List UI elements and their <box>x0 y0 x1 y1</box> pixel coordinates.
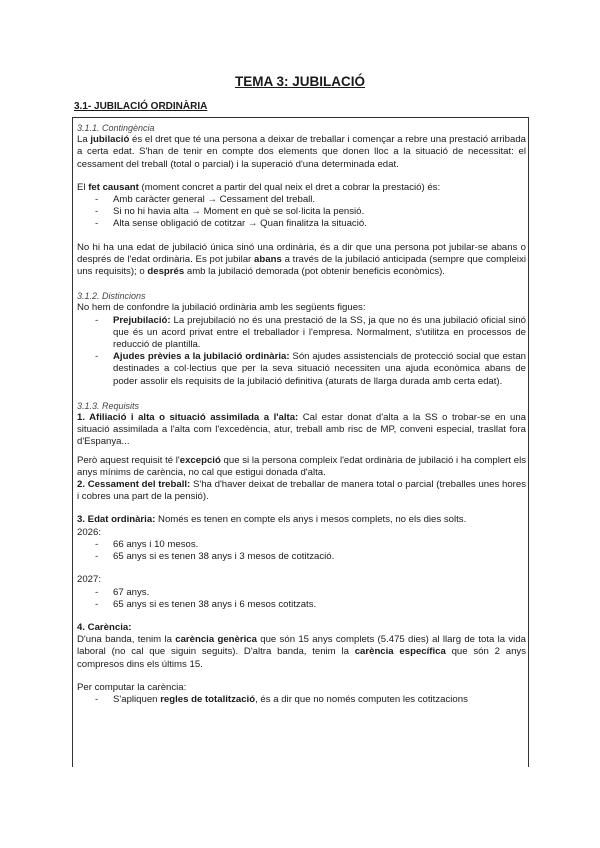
paragraph-edat-jubilacio: No hi ha una edat de jubilació única sinó una ordinària, és a dir que una persona pot jubilar-se abans o després de l'edat ordinària. Es pot jubilar abans a través de la jubilació anticipada (sempre que compleixi uns requisits); o després amb la jubilació demorada (pot obtenir beneficis econòmics). <box>77 241 526 278</box>
requisit-carencia-heading: 4. Carència: <box>77 621 132 633</box>
paragraph-distincions-intro: No hem de confondre la jubilació ordinària amb les següents figues: <box>77 302 366 314</box>
list-2027 <box>77 587 526 611</box>
list-item: - 67 anys. <box>95 587 526 599</box>
paragraph-computar: Per computar la carència: <box>77 681 187 693</box>
paragraph-carencia: D'una banda, tenim la carència genèrica que són 15 anys complets (5.475 dies) al llarg de tota la vida laboral (no cal que siguin seguits). D'altra banda, tenim la carència específica que són 2 anys compresos dins els últims 15. <box>77 634 526 670</box>
list-item: - Amb caràcter general → Cessament del treball. <box>95 194 526 206</box>
paragraph-fet-causant: El fet causant (moment concret a partir del qual neix el dret a cobrar la prestació) és: <box>77 181 441 193</box>
subsection-heading-distincions: 3.1.2. Distincions <box>77 291 146 302</box>
list-item: - 65 anys si es tenen 38 anys i 3 mesos de cotització. <box>95 551 526 563</box>
paragraph-requisit-edat: 3. Edat ordinària: Només es tenen en compte els anys i mesos complets, no els dies solts. <box>77 514 467 526</box>
list-item: - S'apliquen regles de totalització, és a dir que no només computen les cotitzacions <box>95 694 526 706</box>
list-item: - Prejubilació: La prejubilació no és una prestació de la SS, ja que no és una jubilació oficial sinó que és un acord privat entre el treballador i l'empresa. Normalment, s'utilitza en processos de reducció de plantilla. <box>95 315 526 352</box>
paragraph-requisit-excepcio: Però aquest requisit té l'excepció que si la persona compleix l'edat ordinària de jubilació i ha complert els anys mínims de carència, no cal que estigui donada d'alta. <box>77 454 527 478</box>
content-box <box>72 117 529 767</box>
subsection-heading-requisits: 3.1.3. Requisits <box>77 400 140 411</box>
list-item: - Ajudes prèvies a la jubilació ordinària: Són ajudes assistencials de protecció social que estan destinades a col·lectius que per la seva situació necessiten una ajuda econòmica abans de poder assolir els requisits de la jubilació definitiva (aturats de llarga durada amb certa edat). <box>95 351 526 388</box>
list-item: - 66 anys i 10 mesos. <box>95 539 526 551</box>
document-title: TEMA 3: JUBILACIÓ <box>234 74 365 89</box>
subsection-heading-contingencia: 3.1.1. Contingència <box>77 123 155 133</box>
computar-list <box>77 694 526 706</box>
fet-causant-list <box>77 194 526 231</box>
paragraph-jubilacio-definition: La jubilació és el dret que té una persona a deixar de treballar i començar a rebre una prestació arribada a certa edat. S'han de tenir en compte dos elements que donen lloc a la situació de necessitat: el cessament del treball (total o parcial) i la superació d'una determinada edat. <box>77 134 526 170</box>
list-2026 <box>77 539 526 563</box>
paragraph-requisit-afiliacio: 1. Afiliació i alta o situació assimilada a l'alta: Cal estar donat d'alta a la SS o trobar-se en una situació assimilada a l'alta com l'excedència, atur, treball amb risc de MP, conveni especial, trasllat fora d'Espanya... <box>77 412 526 448</box>
list-item: - Alta sense obligació de cotitzar → Quan finalitza la situació. <box>95 218 526 230</box>
list-item: - Si no hi havia alta → Moment en què se sol·licita la pensió. <box>95 206 526 218</box>
paragraph-requisit-cessament: 2. Cessament del treball: S'ha d'haver deixat de treballar de manera total o parcial (treballes unes hores i cobres una part de la pensió). <box>77 479 526 503</box>
distincions-list <box>77 315 526 388</box>
year-label-2026: 2026: <box>77 526 102 538</box>
section-heading: 3.1- JUBILACIÓ ORDINÀRIA <box>74 101 208 112</box>
list-item: - 65 anys si es tenen 38 anys i 6 mesos cotitzats. <box>95 599 526 611</box>
year-label-2027: 2027: <box>77 574 102 586</box>
